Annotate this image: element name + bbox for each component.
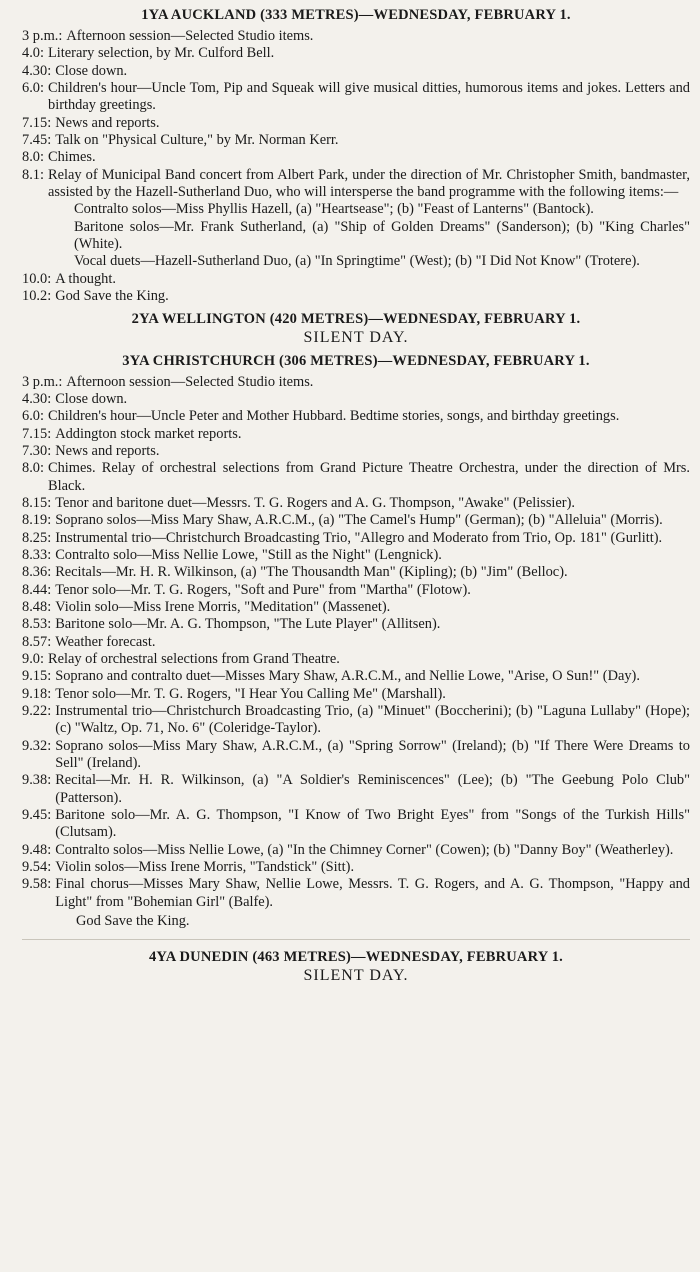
- entry-text: Chimes.: [48, 149, 96, 166]
- entry-text: Talk on "Physical Culture," by Mr. Norman Kerr.: [55, 132, 339, 149]
- programme-entry: 8.25 : Instrumental trio—Christchurch Broadcasting Trio, "Allegro and Moderato from Trio, Op. 181" (Gurlitt).: [22, 530, 690, 547]
- entry-time: 4.30: [22, 62, 48, 79]
- entry-text: Tenor and baritone duet—Messrs. T. G. Rogers and A. G. Thompson, "Awake" (Pelissier).: [55, 494, 575, 511]
- programme-entry: 3 p.m. : Afternoon session—Selected Studio items.: [22, 374, 690, 391]
- entry-time: 9.15: [22, 668, 48, 685]
- programme-entry: 8.44 : Tenor solo—Mr. T. G. Rogers, "Soft and Pure" from "Martha" (Flotow).: [22, 582, 690, 599]
- entry-text: Weather forecast.: [55, 633, 156, 650]
- programme-entry: 7.15 : News and reports.: [22, 115, 690, 132]
- christchurch-programme: [22, 374, 690, 912]
- sub-item-text: Contralto solos—Miss Phyllis Hazell, (a) "Heartsease"; (b) "Feast of Lanterns" (Bantock).: [74, 201, 594, 218]
- entry-text: Literary selection, by Mr. Culford Bell.: [48, 45, 275, 62]
- programme-entry: 9.15 : Soprano and contralto duet—Misses Mary Shaw, A.R.C.M., and Nellie Lowe, "Arise, O Sun!" (Day).: [22, 668, 690, 685]
- entry-text: Afternoon session—Selected Studio items.: [66, 28, 314, 44]
- programme-entry: 4.30 : Close down.: [22, 391, 690, 408]
- entry-time: 4.30: [22, 390, 48, 407]
- sub-item: [22, 253, 690, 270]
- programme-entry: 10.2 : God Save the King.: [22, 288, 690, 305]
- programme-entry: 9.32 : Soprano solos—Miss Mary Shaw, A.R.C.M., (a) "Spring Sorrow" (Ireland); (b) "If There Were Dreams to Sell" (Ireland).: [22, 737, 690, 772]
- programme-entry: 7.30 : News and reports.: [22, 443, 690, 460]
- entry-time: 8.48: [22, 598, 48, 615]
- christchurch-closing: God Save the King.: [76, 913, 190, 930]
- programme-entry: 8.19 : Soprano solos—Miss Mary Shaw, A.R.C.M., (a) "The Camel's Hump" (German); (b) "Alleluia" (Morris).: [22, 512, 690, 529]
- entry-text: Recitals—Mr. H. R. Wilkinson, (a) "The Thousandth Man" (Kipling); (b) "Jim" (Belloc).: [55, 564, 568, 581]
- programme-entry: 8.1 : Relay of Municipal Band concert from Albert Park, under the direction of Mr. Christopher Smith, bandmaster, assisted by the Hazell-Sutherland Duo, who will intersperse the band programme with the following items:—: [22, 166, 690, 201]
- entry-text: Contralto solos—Miss Nellie Lowe, (a) "In the Chimney Corner" (Cowen); (b) "Danny Boy" (Weatherley).: [55, 841, 674, 858]
- entry-time: 9.58: [22, 876, 48, 893]
- entry-text: Soprano and contralto duet—Misses Mary Shaw, A.R.C.M., and Nellie Lowe, "Arise, O Sun!" (Day).: [55, 668, 640, 685]
- sub-item: [22, 219, 690, 254]
- auckland-programme: [22, 28, 690, 306]
- entry-text: Addington stock market reports.: [55, 425, 242, 442]
- programme-entry: 6.0 : Children's hour—Uncle Tom, Pip and Squeak will give musical ditties, humorous items and jokes. Letters and birthday greetings.: [22, 80, 690, 114]
- entry-time: 7.15: [22, 114, 48, 131]
- entry-time: 8.1: [22, 166, 40, 183]
- entry-time: 8.0: [22, 149, 40, 166]
- entry-text: Soprano solos—Miss Mary Shaw, A.R.C.M., (a) "Spring Sorrow" (Ireland); (b) "If There Were Dreams to Sell" (Ireland).: [55, 737, 690, 772]
- entry-time: 10.0: [22, 270, 48, 287]
- entry-time: 9.0: [22, 651, 40, 667]
- dunedin-heading: 4YA DUNEDIN (463 METRES)—WEDNESDAY, FEBRUARY 1.: [148, 948, 563, 965]
- programme-entry: 10.0 : A thought.: [22, 271, 690, 288]
- programme-entry: 9.38 : Recital—Mr. H. R. Wilkinson, (a) "A Soldier's Reminiscences" (Lee); (b) "The Geebung Polo Club" (Patterson).: [22, 772, 690, 806]
- programme-entry: 9.54 : Violin solos—Miss Irene Morris, "Tandstick" (Sitt).: [22, 859, 690, 876]
- entry-time: 8.57: [22, 633, 48, 650]
- entry-time: 8.0: [22, 460, 40, 477]
- entry-text: Chimes. Relay of orchestral selections from Grand Picture Theatre Orchestra, under the direction of Mrs. Black.: [48, 460, 690, 494]
- entry-time: 8.53: [22, 616, 48, 633]
- entry-text: Children's hour—Uncle Tom, Pip and Squeak will give musical ditties, humorous items and jokes. Letters and birthday greetings.: [48, 80, 690, 114]
- entry-time: 6.0: [22, 80, 40, 97]
- programme-entry: 8.36 : Recitals—Mr. H. R. Wilkinson, (a) "The Thousandth Man" (Kipling); (b) "Jim" (Belloc).: [22, 564, 690, 581]
- programme-entry: 8.53 : Baritone solo—Mr. A. G. Thompson, "The Lute Player" (Allitsen).: [22, 616, 690, 633]
- entry-time: 9.45: [22, 807, 48, 824]
- section-auckland: [22, 6, 690, 306]
- entry-time: 3 p.m.: [22, 373, 59, 390]
- sub-item-text: Baritone solos—Mr. Frank Sutherland, (a) "Ship of Golden Dreams" (Sanderson); (b) "King Charles" (White).: [74, 218, 690, 253]
- entry-time: 8.19: [22, 512, 48, 529]
- programme-entry: 8.0 : Chimes. Relay of orchestral selections from Grand Picture Theatre Orchestra, under the direction of Mrs. Black.: [22, 460, 690, 494]
- entry-text: Close down.: [55, 62, 128, 79]
- programme-entry: 4.0 : Literary selection, by Mr. Culford Bell.: [22, 45, 690, 62]
- entry-time: 8.15: [22, 494, 48, 511]
- dunedin-silent-note: SILENT DAY.: [303, 966, 409, 984]
- entry-time: 9.32: [22, 737, 48, 754]
- entry-text: Instrumental trio—Christchurch Broadcasting Trio, "Allegro and Moderato from Trio, Op. 181" (Gurlitt).: [55, 529, 663, 546]
- entry-time: 9.48: [22, 841, 48, 858]
- programme-entry: 7.15 : Addington stock market reports.: [22, 426, 690, 443]
- programme-entry: 6.0 : Children's hour—Uncle Peter and Mother Hubbard. Bedtime stories, songs, and birthday greetings.: [22, 408, 690, 425]
- wellington-silent-note: SILENT DAY.: [303, 328, 409, 346]
- programme-entry: 8.33 : Contralto solo—Miss Nellie Lowe, "Still as the Night" (Lengnick).: [22, 547, 690, 564]
- christchurch-heading: 3YA CHRISTCHURCH (306 METRES)—WEDNESDAY, FEBRUARY 1.: [122, 352, 590, 369]
- entry-text: Final chorus—Misses Mary Shaw, Nellie Lowe, Messrs. T. G. Rogers, and A. G. Thompson, "Happy and Light" from "Bohemian Girl" (Balfe).: [55, 876, 690, 910]
- entry-text: Afternoon session—Selected Studio items.: [66, 373, 314, 390]
- entry-time: 10.2: [22, 288, 48, 305]
- entry-text: Violin solos—Miss Irene Morris, "Tandstick" (Sitt).: [55, 859, 355, 876]
- entry-time: 9.18: [22, 685, 48, 702]
- auckland-heading: 1YA AUCKLAND (333 METRES)—WEDNESDAY, FEBRUARY 1.: [141, 7, 571, 23]
- programme-entry: 8.15 : Tenor and baritone duet—Messrs. T. G. Rogers and A. G. Thompson, "Awake" (Pelissier).: [22, 495, 690, 512]
- programme-entry: 8.0 : Chimes.: [22, 149, 690, 166]
- entry-text: A thought.: [55, 270, 116, 287]
- section-wellington: [22, 310, 690, 348]
- entry-time: 9.54: [22, 859, 48, 876]
- section-divider: [22, 939, 690, 940]
- entry-time: 3 p.m.: [22, 28, 59, 44]
- entry-text: Violin solo—Miss Irene Morris, "Meditation" (Massenet).: [55, 598, 391, 615]
- programme-entry: 9.0 : Relay of orchestral selections from Grand Theatre.: [22, 651, 690, 668]
- entry-text: Children's hour—Uncle Peter and Mother Hubbard. Bedtime stories, songs, and birthday greetings.: [48, 408, 620, 425]
- entry-time: 8.25: [22, 529, 48, 546]
- programme-entry: 3 p.m. : Afternoon session—Selected Studio items.: [22, 28, 690, 45]
- section-dunedin: [22, 948, 690, 986]
- entry-time: 8.36: [22, 564, 48, 581]
- entry-text: Tenor solo—Mr. T. G. Rogers, "Soft and Pure" from "Martha" (Flotow).: [55, 581, 471, 598]
- entry-time: 7.30: [22, 442, 48, 459]
- programme-entry: 9.48 : Contralto solos—Miss Nellie Lowe, (a) "In the Chimney Corner" (Cowen); (b) "Danny Boy" (Weatherley).: [22, 842, 690, 859]
- programme-entry: 9.18 : Tenor solo—Mr. T. G. Rogers, "I Hear You Calling Me" (Marshall).: [22, 686, 690, 703]
- programme-entry: 9.22 : Instrumental trio—Christchurch Broadcasting Trio, (a) "Minuet" (Boccherini); (b) "Laguna Lullaby" (Hope); (c) "Waltz, Op. 71, No. 6" (Coleridge-Taylor).: [22, 703, 690, 737]
- entry-text: Baritone solo—Mr. A. G. Thompson, "I Know of Two Bright Eyes" from "Songs of the Turkish Hills" (Clutsam).: [55, 807, 690, 841]
- entry-text: Contralto solo—Miss Nellie Lowe, "Still as the Night" (Lengnick).: [55, 546, 442, 563]
- entry-text: Close down.: [55, 390, 128, 407]
- entry-text: Relay of Municipal Band concert from Albert Park, under the direction of Mr. Christopher Smith, bandmaster, assisted by the Hazell-Sutherland Duo, who will intersperse the band programme with the following items:—: [48, 166, 690, 201]
- entry-time: 8.44: [22, 581, 48, 598]
- programme-entry: 7.45 : Talk on "Physical Culture," by Mr. Norman Kerr.: [22, 132, 690, 149]
- entry-text: God Save the King.: [55, 288, 169, 305]
- sub-item: [22, 201, 690, 218]
- entry-time: 9.22: [22, 703, 48, 720]
- sub-item-text: Vocal duets—Hazell-Sutherland Duo, (a) "In Springtime" (West); (b) "I Did Not Know" (Trotere).: [74, 253, 640, 270]
- entry-text: Recital—Mr. H. R. Wilkinson, (a) "A Soldier's Reminiscences" (Lee); (b) "The Geebung Polo Club" (Patterson).: [55, 772, 690, 806]
- entry-text: Relay of orchestral selections from Grand Theatre.: [48, 651, 340, 667]
- entry-text: News and reports.: [55, 442, 160, 459]
- entry-text: Baritone solo—Mr. A. G. Thompson, "The Lute Player" (Allitsen).: [55, 616, 441, 633]
- entry-time: 4.0: [22, 45, 40, 62]
- section-christchurch: [22, 352, 690, 931]
- entry-text: Tenor solo—Mr. T. G. Rogers, "I Hear You Calling Me" (Marshall).: [55, 685, 446, 702]
- programme-entry: 9.58 : Final chorus—Misses Mary Shaw, Nellie Lowe, Messrs. T. G. Rogers, and A. G. Thompson, "Happy and Light" from "Bohemian Girl" (Balfe).: [22, 876, 690, 910]
- entry-time: 7.45: [22, 132, 48, 149]
- entry-time: 9.38: [22, 772, 48, 789]
- entry-time: 6.0: [22, 408, 40, 425]
- entry-time: 7.15: [22, 425, 48, 442]
- programme-entry: 8.48 : Violin solo—Miss Irene Morris, "Meditation" (Massenet).: [22, 599, 690, 616]
- programme-entry: 9.45 : Baritone solo—Mr. A. G. Thompson, "I Know of Two Bright Eyes" from "Songs of the Turkish Hills" (Clutsam).: [22, 807, 690, 841]
- entry-text: Instrumental trio—Christchurch Broadcasting Trio, (a) "Minuet" (Boccherini); (b) "Laguna Lullaby" (Hope); (c) "Waltz, Op. 71, No. 6" (Coleridge-Taylor).: [55, 703, 690, 737]
- entry-text: Soprano solos—Miss Mary Shaw, A.R.C.M., (a) "The Camel's Hump" (German); (b) "Alleluia" (Morris).: [55, 512, 663, 529]
- wellington-heading: 2YA WELLINGTON (420 METRES)—WEDNESDAY, FEBRUARY 1.: [131, 310, 581, 327]
- entry-text: News and reports.: [55, 114, 160, 131]
- entry-time: 8.33: [22, 546, 48, 563]
- programme-entry: 8.57 : Weather forecast.: [22, 634, 690, 651]
- programme-entry: 4.30 : Close down.: [22, 63, 690, 80]
